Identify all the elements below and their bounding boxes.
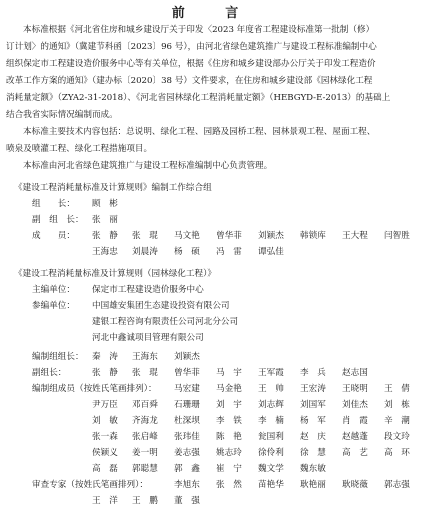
intro-paragraphs [6,22,420,175]
group2-heading: 《建设工程消耗量标准及计算规则（园林绿化工程）》 [14,269,216,279]
crew-name: 崔 宁 [216,464,242,474]
leader-label: 组 长： [32,199,75,209]
vice-name: 李 兵 [300,368,326,378]
vice-row [0,365,428,381]
chief-name: 王海东 [132,352,158,362]
member-name: 韩锁库 [300,231,326,241]
review-name: 耿晓薇 [342,480,368,490]
member-name: 王大程 [342,231,368,241]
review-label: 审查专家（按姓氏笔画排列）： [32,480,149,490]
crew-name: 陈 艳 [216,432,242,442]
crew-name: 石珊珊 [174,400,200,410]
members-label: 成 员： [32,231,75,241]
crew-name: 张启峰 [132,432,158,442]
review-name: 苗艳华 [258,480,284,490]
crew-name: 马金艳 [216,384,242,394]
member-name: 刘颖杰 [258,231,284,241]
crew-name: 段文玲 [384,432,410,442]
member-name: 闫智胜 [384,231,410,241]
crew-name: 赵越蓬 [342,432,368,442]
member-name: 王海忠 [92,247,118,257]
review-name: 王 鹏 [132,496,158,506]
crew-row [0,397,428,413]
intro-line: 喷泉及喷灌工程、绿化工程措施项目。 [6,144,153,154]
crew-name: 齐海龙 [132,416,158,426]
crew-name: 王宏涛 [300,384,326,394]
crew-name: 尹万臣 [92,400,118,410]
crew-name: 刘志辉 [258,400,284,410]
crew-name: 杜深坝 [174,416,200,426]
crew-row-1 [0,381,428,397]
crew-name: 辛 潮 [384,416,410,426]
member-name: 冯 雷 [216,247,242,257]
vice-name: 张 琨 [132,368,158,378]
review-row [0,477,428,493]
vice-label: 副组长： [32,368,67,378]
crew-name: 李 铁 [216,416,242,426]
vice-name: 赵志国 [342,368,368,378]
review-name: 李旭东 [174,480,200,490]
intro-line: 订计划〉的通知》（冀建节科函〔2023〕96 号），由河北省绿色建筑推广与建设工程标准编制中心 [6,42,377,52]
intro-line: 本标准主要技术内容包括：总说明、绿化工程、园路及园桥工程、园林景观工程、屋面工程、 [23,127,376,137]
vice-name: 马 宇 [216,368,242,378]
crew-row [0,461,428,477]
crew-name: 姚志玲 [216,448,242,458]
review-name: 郭志强 [384,480,410,490]
vice-name: 曾华菲 [174,368,200,378]
deputy-name: 张 丽 [92,215,118,225]
intro-line: 结合我省实际情况编制而成。 [6,110,118,120]
crew-row [0,445,428,461]
intro-line: 改革工作方案的通知》（建办标〔2020〕38 号）文件要求，在住房和城乡建设部《园林绿化工程 [6,76,373,86]
crew-name: 邓百舜 [132,400,158,410]
crew-name: 张玮佳 [174,432,200,442]
chief-label: 编制组组长： [32,352,84,362]
crew-name: 郭 鑫 [174,464,200,474]
vice-name: 王军霞 [258,368,284,378]
crew-name: 姜一明 [132,448,158,458]
editor-unit: 保定市工程建设造价服务中心 [92,285,204,295]
group1-heading: 《建设工程消耗量标准及计算规则》编制工作综合组 [14,183,212,193]
crew-label: 编制组成员（按姓氏笔画排列）： [32,384,157,394]
crew-name: 马宏建 [174,384,200,394]
review-name: 董 强 [174,496,200,506]
intro-line: 组织保定市工程建设造价服务中心等有关单位，根据《住房和城乡建设部办公厅关于印发工程造价 [6,59,376,69]
member-name: 曾华菲 [216,231,242,241]
crew-name: 徐 慧 [300,448,326,458]
last-row [0,493,428,509]
crew-name: 郭聪慧 [132,464,158,474]
review-name: 耿艳丽 [300,480,326,490]
member-name: 张 琨 [132,231,158,241]
participant-label: 参编单位： [32,301,75,311]
crew-name: 刘 栋 [384,400,410,410]
group1-members-row1 [0,228,428,244]
crew-name: 侯颖义 [92,448,118,458]
member-name: 张 静 [92,231,118,241]
group1-members-row2 [0,244,428,260]
crew-row [0,413,428,429]
member-name: 杨 硕 [174,247,200,257]
crew-name: 赵 庆 [300,432,326,442]
crew-name: 瓮国利 [258,432,284,442]
chief-row [0,349,428,365]
crew-name: 高 环 [384,448,410,458]
review-name: 张 然 [216,480,242,490]
member-name: 马文艳 [174,231,200,241]
intro-line: 本标准根据《河北省住房和城乡建设厅关于印发〈2023 年度省工程建设标准第一批制（修） [23,25,375,35]
chief-name: 秦 涛 [92,352,118,362]
crew-name: 刘佳杰 [342,400,368,410]
crew-row [0,429,428,445]
crew-name: 张一森 [92,432,118,442]
vice-name: 张 静 [92,368,118,378]
participant-unit: 中国雄安集团生态建设投资有限公司 [92,301,230,311]
crew-name: 高 磊 [92,464,118,474]
leader-name: 顾 彬 [92,199,118,209]
review-name: 王 洋 [92,496,118,506]
deputy-label: 副 组 长： [32,215,84,225]
crew-name: 姜志强 [174,448,200,458]
participant-unit: 河北中鑫诚项目管理有限公司 [92,333,204,343]
member-name: 谭弘佳 [258,247,284,257]
crew-name: 徐伶利 [258,448,284,458]
intro-line: 消耗量定额》（ZYA2-31-2018）、《河北省园林绿化工程消耗量定额》（HEBGYD-E-2013）的基础上 [6,93,391,103]
crew-name: 杨 军 [300,416,326,426]
crew-name: 魏文学 [258,464,284,474]
crew-name: 魏东敏 [300,464,326,474]
intro-line: 本标准由河北省绿色建筑推广与建设工程标准编制中心负责管理。 [23,161,273,171]
crew-name: 王晓明 [342,384,368,394]
crew-name: 刘 敏 [92,416,118,426]
crew-name: 王 帅 [258,384,284,394]
editor-unit-label: 主编单位： [32,285,75,295]
participant-unit: 建银工程咨询有限责任公司河北分公司 [92,317,239,327]
page-title: 前 言 [171,6,257,21]
member-name: 刘晨涛 [132,247,158,257]
crew-name: 高 艺 [342,448,368,458]
crew-name: 肖 霞 [342,416,368,426]
chief-name: 刘颖杰 [174,352,200,362]
crew-name: 刘 宇 [216,400,242,410]
crew-name: 刘国军 [300,400,326,410]
crew-name: 李 楠 [258,416,284,426]
crew-name: 王 倩 [384,384,410,394]
